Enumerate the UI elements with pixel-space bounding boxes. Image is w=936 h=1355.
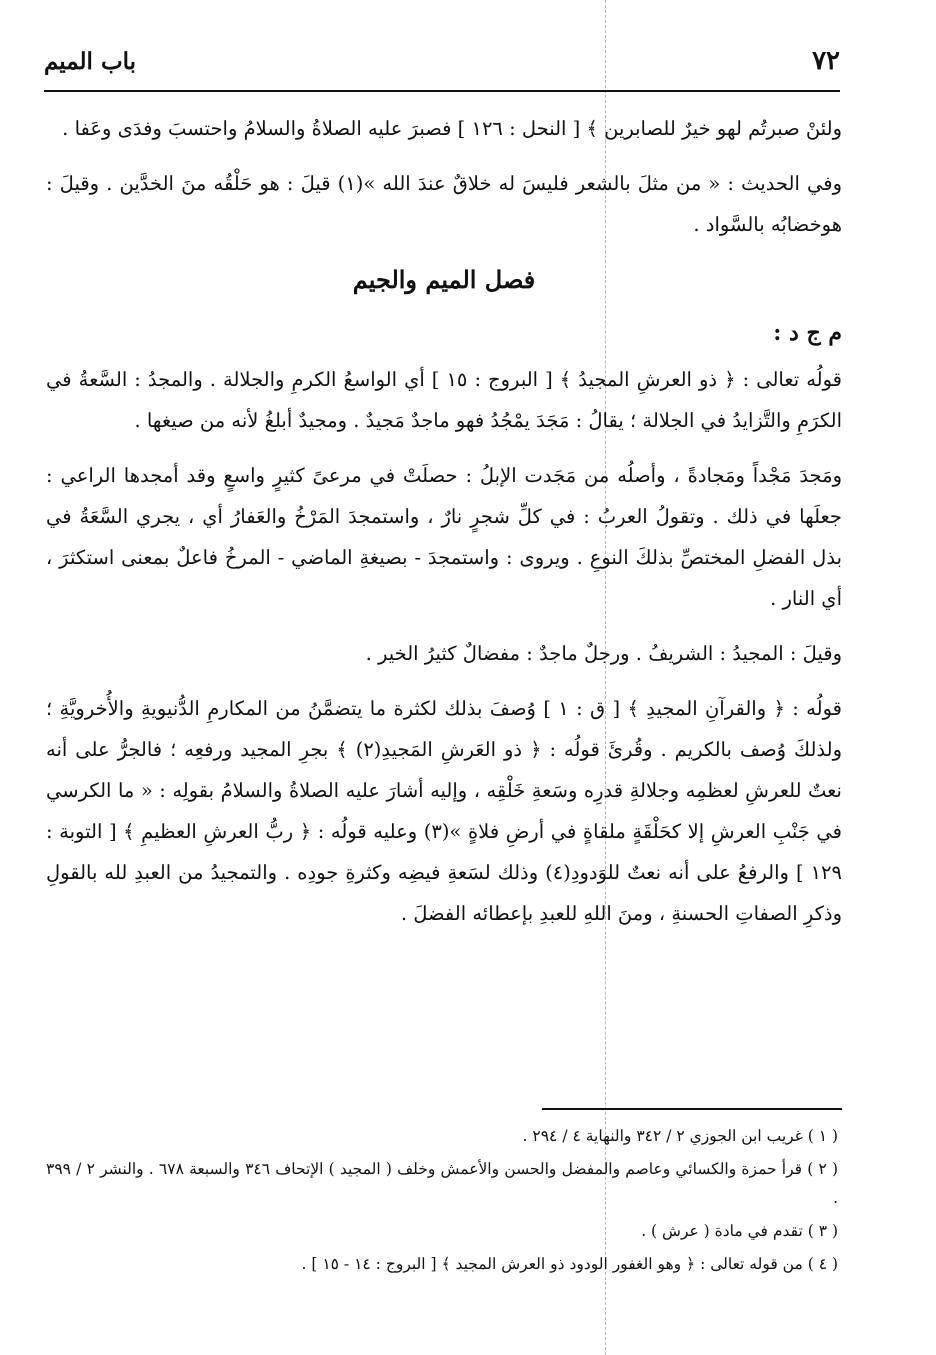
footnote-separator: [542, 1108, 842, 1110]
footnote-4: ( ٤ ) من قوله تعالى : ﴿ وهو الغفور الودود ذو العرش المجيد ﴾ [ البروج : ١٤ - ١٥ ] .: [301, 1255, 838, 1273]
paragraph-5: وقيلَ : المجيدُ : الشريفُ . ورجلٌ ماجدٌ : مفضالٌ كثيرُ الخير .: [365, 642, 842, 665]
page-number: ٧٢: [812, 46, 840, 76]
chapter-title: باب الميم: [44, 48, 137, 75]
paragraph-1: ولئنْ صبرتُم لهو خيرٌ للصابرين ﴾ [ النحل : ١٢٦ ] فصبرَ عليه الصلاةُ والسلامُ واحتسبَ وفدَى وعَفا .: [62, 117, 842, 140]
root-heading: م ج د :: [773, 320, 842, 346]
footnote-3: ( ٣ ) تقدم في مادة ( عرش ) .: [641, 1222, 838, 1240]
footnote-1: ( ١ ) غريب ابن الجوزي ٢ / ٣٤٢ والنهاية ٤ / ٢٩٤ .: [522, 1127, 838, 1145]
page-header: [44, 38, 840, 92]
paragraph-4: ومَجدَ مَجْداً ومَجادةً ، وأصلُه من مَجَدت الإبلُ : حصلَتْ في مرعىً كثيرٍ واسعٍ وقد أمجدها الراعي : جعلَها في ذلك . وتقولُ العربُ : في كلِّ شجرٍ نارٌ ، واستمجدَ المَرْخُ والعَفارُ أي ، يجري السَّعَةُ في بذل الفضلِ المختصِّ بذلكَ النوعِ . ويروى : واستمجدَ - بصيغةِ الماضي - المرخُ فاعلٌ بمعنى استكثرَ ، أي النار .: [46, 464, 842, 610]
paragraph-2: وفي الحديث : « من مثلَ بالشعر فليسَ له خلاقٌ عندَ الله »(١) قيلَ : هو حَلْقُه منَ الخدَّين . وقيلَ : هوخضابُه بالسَّواد .: [46, 172, 842, 236]
page-body: [46, 108, 842, 948]
footnote-2: ( ٢ ) قرأ حمزة والكسائي وعاصم والمفضل والحسن والأعمش وخلف ( المجيد ) الإتحاف ٣٤٦ والسبعة ٦٧٨ . والنشر ٢ / ٣٩٩ .: [46, 1160, 839, 1207]
footnotes: [46, 1122, 838, 1283]
section-heading: فصل الميم والجيم: [352, 265, 536, 294]
paragraph-3: قولُه تعالى : ﴿ ذو العرشِ المجيدُ ﴾ [ البروج : ١٥ ] أي الواسعُ الكرمِ والجلالة . والمجدُ : السَّعةُ في الكرَمِ والتَّزايدُ في الجلالة ؛ يقالُ : مَجَدَ يمْجُدُ فهو ماجدٌ مَجيدٌ . ومجيدٌ أبلغُ لأنه من صيغها .: [46, 368, 842, 432]
paragraph-6: قولُه : ﴿ والقرآنِ المجيدِ ﴾ [ ق : ١ ] وُصفَ بذلك لكثرة ما يتضمَّنُ من المكارمِ الدُّنيويةِ والأُخرويَّةِ ؛ ولذلكَ وُصف بالكريم . وقُرئَ قولُه : ﴿ ذو العَرشِ المَجيدِ(٢) ﴾ بجرِ المجيد ورفعِه ؛ فالجرُّ على أنه نعتٌ للعرشِ لعظمِه وجلالةِ قدرِه وسَعةِ خَلْقِه ، وإليه أشارَ عليه الصلاةُ والسلامُ بقولِه : « ما الكرسي في جَنْبِ العرشِ إلا كحَلْقَةٍ ملقاةٍ في أرضِ فلاةٍ »(٣) وعليه قولُه : ﴿ ربُّ العرشِ العظيمِ ﴾ [ التوبة : ١٢٩ ] والرفعُ على أنه نعتٌ للوَدودِ(٤) وذلك لسَعةِ فيضِه وكثرةِ جودِه . والتمجيدُ من العبدِ لله بالقولِ وذكرِ الصفاتِ الحسنةِ ، ومنَ اللهِ للعبدِ بإعطائه الفضلَ .: [46, 697, 842, 925]
